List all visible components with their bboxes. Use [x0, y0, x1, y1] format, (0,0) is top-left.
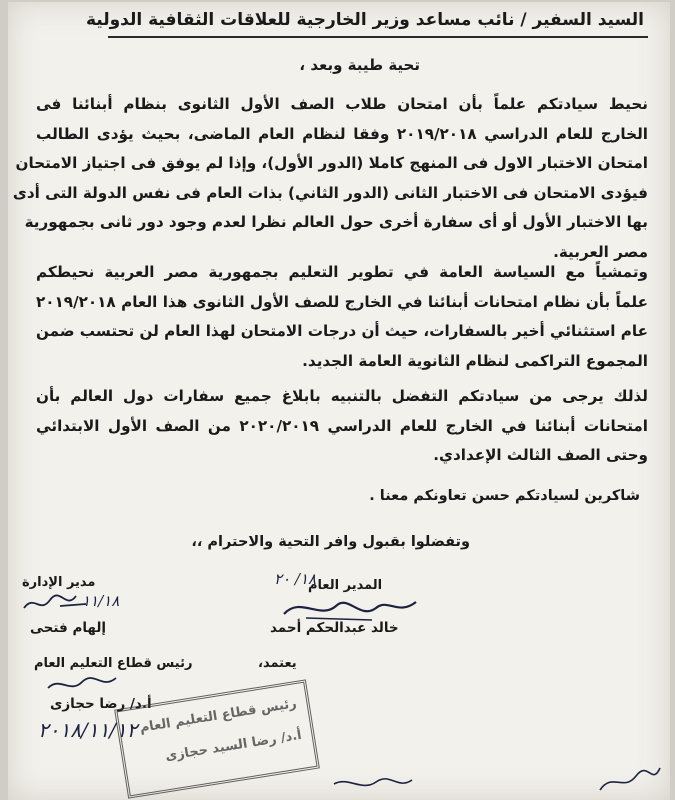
paragraph-line: المجموع التراكمى لنظام الثانوية العامة الجديد. — [302, 351, 648, 370]
general-director-title: المدير العام — [308, 578, 383, 593]
admin-manager-date: ١١/١٨ — [82, 592, 120, 610]
paragraph-line: امتحان الاختبار الاول فى المنهج كاملا (الدور الأول)، وإذا لم يوفق فى اجتياز الامتحان — [15, 154, 648, 172]
paragraph-1 — [12, 90, 648, 267]
handwritten-signature-icon — [276, 590, 426, 624]
letter-title: السيد السفير / نائب مساعد وزير الخارجية للعلاقات الثقافية الدولية — [85, 10, 644, 30]
paragraph-line: وحتى الصف الثالث الإعدادي. — [433, 446, 648, 464]
paragraph-line: وتمشياً مع السياسة العامة في تطوير التعليم بجمهورية مصر العربية نحيطكم — [36, 263, 648, 281]
paragraph-line: نحيط سيادتكم علماً بأن امتحان طلاب الصف الأول الثانوى بنظام أبنائنا فى — [36, 95, 648, 113]
sector-head-title: رئيس قطاع التعليم العام — [34, 656, 193, 671]
paragraph-line: لذلك يرجى من سيادتكم التفضل بالتنبيه بابلاغ جميع سفارات دول العالم بأن — [36, 387, 648, 405]
paragraph-line: علماً بأن نظام امتحانات أبنائنا في الخارج للصف الأول الثانوى هذا العام ٢٠١٩/٢٠١٨ — [36, 292, 648, 311]
handwritten-signature-icon — [594, 762, 664, 798]
letter-greeting: تحية طيبة وبعد ، — [299, 56, 420, 74]
handwritten-signature-icon — [20, 588, 90, 618]
title-underline — [108, 36, 648, 38]
paragraph-line: الخارج للعام الدراسي ٢٠١٩/٢٠١٨ وفقا لنظام العام الماضى، بحيث يؤدى الطالب — [36, 124, 648, 143]
handwritten-signature-icon — [328, 772, 418, 796]
stamp-line-2: أ.د/ رضا السيد حجازى — [164, 727, 303, 765]
regards-line: وتفضلوا بقبول وافر التحية والاحترام ،، — [191, 534, 470, 550]
stamp-line-1: رئيس قطاع التعليم العام — [138, 696, 298, 736]
paragraph-line: فيؤدى الامتحان فى الاختبار الثانى (الدور الثاني) بذات العام فى نفس الدولة التى أدى — [12, 183, 648, 202]
admin-manager-name: إلهام فتحى — [30, 620, 107, 636]
paragraph-3 — [36, 382, 648, 471]
general-director-date: ١٨/ ٢٠ — [274, 570, 317, 588]
paragraph-line: امتحانات أبنائنا في الخارج للعام الدراسي ٢٠٢٠/٢٠١٩ من الصف الأول الابتدائي — [36, 416, 649, 435]
paragraph-line: عام استثنائي أخير بالسفارات، حيث أن درجات الامتحان لهذا العام لن تحتسب ضمن — [35, 322, 648, 340]
paragraph-2 — [36, 258, 648, 376]
sector-head-date: ٢٠١٨/١١/١٢ — [38, 718, 138, 742]
approved-label: يعتمد، — [258, 656, 297, 671]
paragraph-line: بها الاختبار الأول أو أى سفارة أخرى حول العالم نظرا لعدم وجود دور ثانى بجمهورية — [24, 213, 648, 231]
paragraph-line: مصر العربية. — [553, 242, 648, 261]
general-director-name: خالد عبدالحكم أحمد — [270, 620, 399, 636]
handwritten-signature-icon — [42, 672, 122, 696]
admin-manager-title: مدير الإدارة — [22, 575, 96, 590]
sector-head-name: أ.د/ رضا حجازى — [50, 696, 152, 712]
thanks-line: شاكرين لسيادتكم حسن تعاونكم معنا . — [369, 488, 640, 504]
letter-sheet — [8, 2, 670, 800]
